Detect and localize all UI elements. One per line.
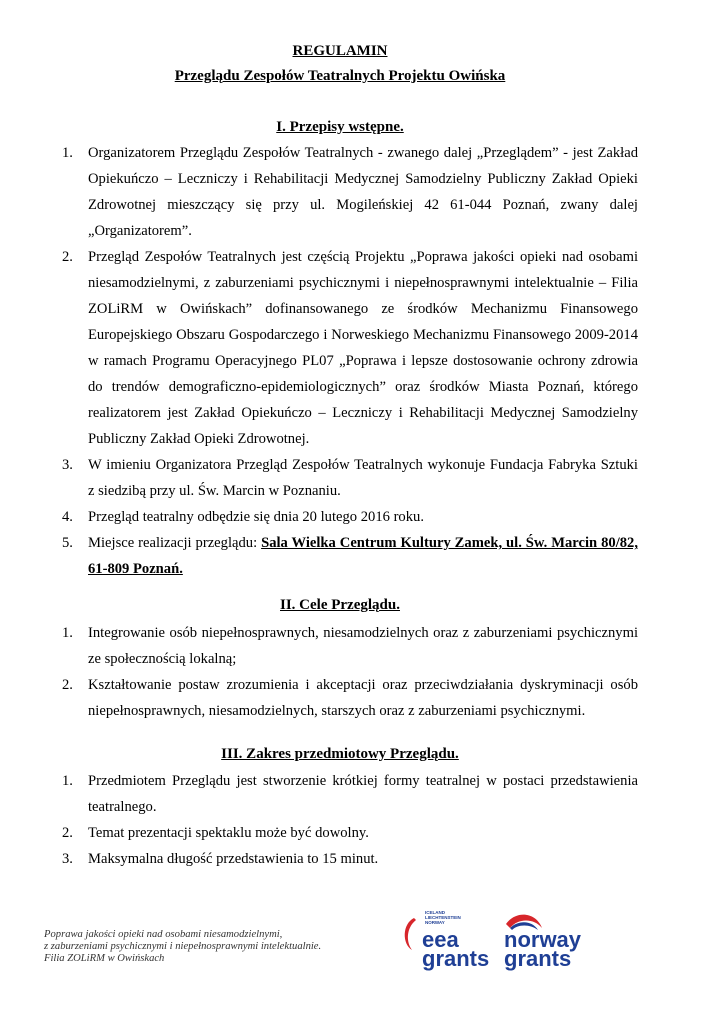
footer-line-2: z zaburzeniami psychicznymi i niepełnosprawnymi intelektualnie. — [44, 941, 322, 952]
footer-project-note — [44, 929, 321, 965]
item-text: Integrowanie osób niepełnosprawnych, niesamodzielnych oraz z zaburzeniami psychicznymi ze społecznością lokalną; — [88, 625, 638, 667]
eea-swoosh-icon — [405, 918, 416, 950]
list-item — [62, 672, 638, 724]
item-text: Przedmiotem Przeglądu jest stworzenie krótkiej formy teatralnej w postaci przedstawienia teatralnego. — [88, 773, 638, 815]
list-item — [62, 140, 638, 244]
norway-word: norway — [504, 927, 582, 952]
grants-logos — [400, 906, 600, 972]
item-number: 3. — [62, 851, 73, 867]
norway-grants-word: grants — [504, 946, 572, 971]
norway-swoosh-icon — [506, 915, 542, 928]
item-number: 1. — [62, 625, 73, 641]
eea-grants-word: grants — [422, 946, 490, 971]
section-3-list — [62, 768, 638, 872]
eea-small-line-3: NORWAY — [425, 920, 445, 925]
item-number: 1. — [62, 145, 73, 161]
eea-grants-logo — [405, 910, 490, 971]
item-text: Przegląd teatralny odbędzie się dnia 20 lutego 2016 roku. — [88, 509, 424, 525]
section-heading-1: I. Przepisy wstępne. — [276, 119, 404, 135]
list-item — [62, 504, 638, 530]
item-text: Przegląd Zespołów Teatralnych jest częścią Projektu „Poprawa jakości opieki nad osobami niesamodzielnymi, z zaburzeniami psychicznymi i niepełnosprawnymi intelektualnie – Filia ZOLiRM w Owińskach” dofinansowanego ze środków Mechanizmu Finansowego Europejskiego Obszaru Gospodarczego i Norweskiego Mechanizmu Finansowego 2009-2014 w ramach Programu Operacyjnego PL07 „Poprawa i lepsze dostosowanie ochrony zdrowia do trendów demograficzno-epidemiologicznych” oraz środków Miasta Poznań, którego realizatorem jest Zakład Opiekuńczo – Leczniczy i Rehabilitacji Medycznej Samodzielny Publiczny Zakład Opieki Zdrowotnej. — [88, 249, 638, 447]
list-item — [62, 846, 638, 872]
item-text: Organizatorem Przeglądu Zespołów Teatralnych - zwanego dalej „Przeglądem” - jest Zakład Opiekuńczo – Leczniczy i Rehabilitacji Medycznej Samodzielny Publiczny Zakład Opieki Zdrowotnej mieszczący się przy ul. Mogileńskiej 42 61-044 Poznań, zwany dalej „Organizatorem”. — [88, 145, 638, 239]
document-title: REGULAMIN — [292, 43, 388, 59]
list-item — [62, 530, 638, 582]
item-text: Miejsce realizacji przeglądu: — [88, 535, 262, 551]
item-number: 1. — [62, 773, 73, 789]
section-2-list — [62, 620, 638, 724]
list-item — [62, 452, 638, 504]
list-item — [62, 244, 638, 452]
norway-grants-logo — [504, 915, 582, 971]
section-heading-3: III. Zakres przedmiotowy Przeglądu. — [221, 746, 459, 762]
footer-line-3: Filia ZOLiRM w Owińskach — [44, 953, 165, 964]
item-number: 4. — [62, 509, 73, 525]
item-number: 3. — [62, 457, 73, 473]
item-number: 2. — [62, 249, 73, 265]
document-subtitle: Przeglądu Zespołów Teatralnych Projektu Owińska — [174, 68, 506, 84]
list-item — [62, 768, 638, 820]
item-number: 2. — [62, 825, 73, 841]
item-number: 5. — [62, 535, 73, 551]
list-item — [62, 820, 638, 846]
section-1-list — [62, 140, 638, 582]
eea-word: eea — [422, 927, 459, 952]
item-text: Kształtowanie postaw zrozumienia i akceptacji oraz przeciwdziałania dyskryminacji osób niepełnosprawnych, niesamodzielnych, starszych oraz z zaburzeniami psychicznymi. — [88, 677, 638, 719]
item-text: Maksymalna długość przedstawienia to 15 minut. — [88, 851, 379, 867]
item-text: Temat prezentacji spektaklu może być dowolny. — [88, 825, 369, 841]
section-heading-2: II. Cele Przeglądu. — [280, 597, 400, 613]
list-item — [62, 620, 638, 672]
eea-small-line-2: LIECHTENSTEIN — [425, 915, 461, 920]
venue-address: Sala Wielka Centrum Kultury Zamek, ul. Św. Marcin 80/82, 61-809 Poznań. — [88, 535, 639, 577]
footer-line-1: Poprawa jakości opieki nad osobami niesamodzielnymi, — [44, 929, 283, 940]
item-number: 2. — [62, 677, 73, 693]
eea-small-line-1: ICELAND — [425, 910, 445, 915]
item-text: W imieniu Organizatora Przegląd Zespołów Teatralnych wykonuje Fundacja Fabryka Sztuki z siedzibą przy ul. Św. Marcin w Poznaniu. — [88, 457, 638, 499]
